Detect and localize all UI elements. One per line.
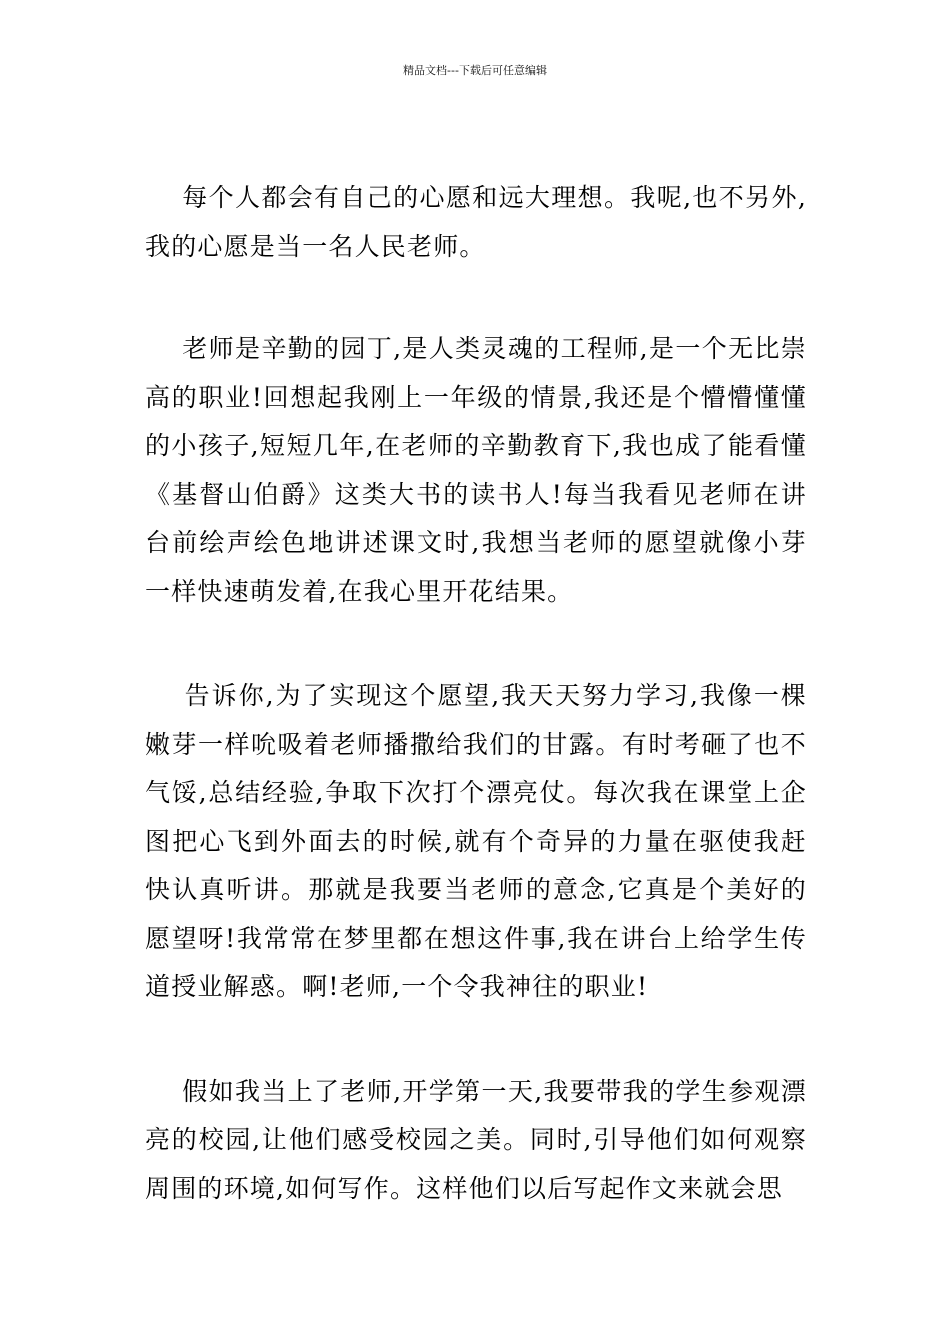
page-header: 精品文档---下载后可任意编辑 — [403, 64, 547, 77]
paragraph-3: 告诉你,为了实现这个愿望,我天天努力学习,我像一棵嫩芽一样吮吸着老师播撒给我们的甘露。有时考砸了也不气馁,总结经验,争取下次打个漂亮仗。每次我在课堂上企图把心飞到外面去的时候,就有个奇异的力量在驱使我赶快认真听讲。那就是我要当老师的意念,它真是个美好的愿望呀!我常常在梦里都在想这件事,我在讲台上给学生传道授业解惑。啊!老师,一个令我神往的职业! — [145, 681, 807, 1001]
document-body — [145, 174, 807, 1269]
paragraph-1: 每个人都会有自己的心愿和远大理想。我呢,也不另外,我的心愿是当一名人民老师。 — [145, 183, 807, 261]
paragraph-4: 假如我当上了老师,开学第一天,我要带我的学生参观漂亮的校园,让他们感受校园之美。同时,引导他们如何观察周围的环境,如何写作。这样他们以后写起作文来就会思 — [145, 1076, 807, 1203]
paragraph-2: 老师是辛勤的园丁,是人类灵魂的工程师,是一个无比崇高的职业!回想起我刚上一年级的情景,我还是个懵懵懂懂的小孩子,短短几年,在老师的辛勤教育下,我也成了能看懂《基督山伯爵》这类大书的读书人!每当我看见老师在讲台前绘声绘色地讲述课文时,我想当老师的愿望就像小芽一样快速萌发着,在我心里开花结果。 — [145, 334, 807, 606]
